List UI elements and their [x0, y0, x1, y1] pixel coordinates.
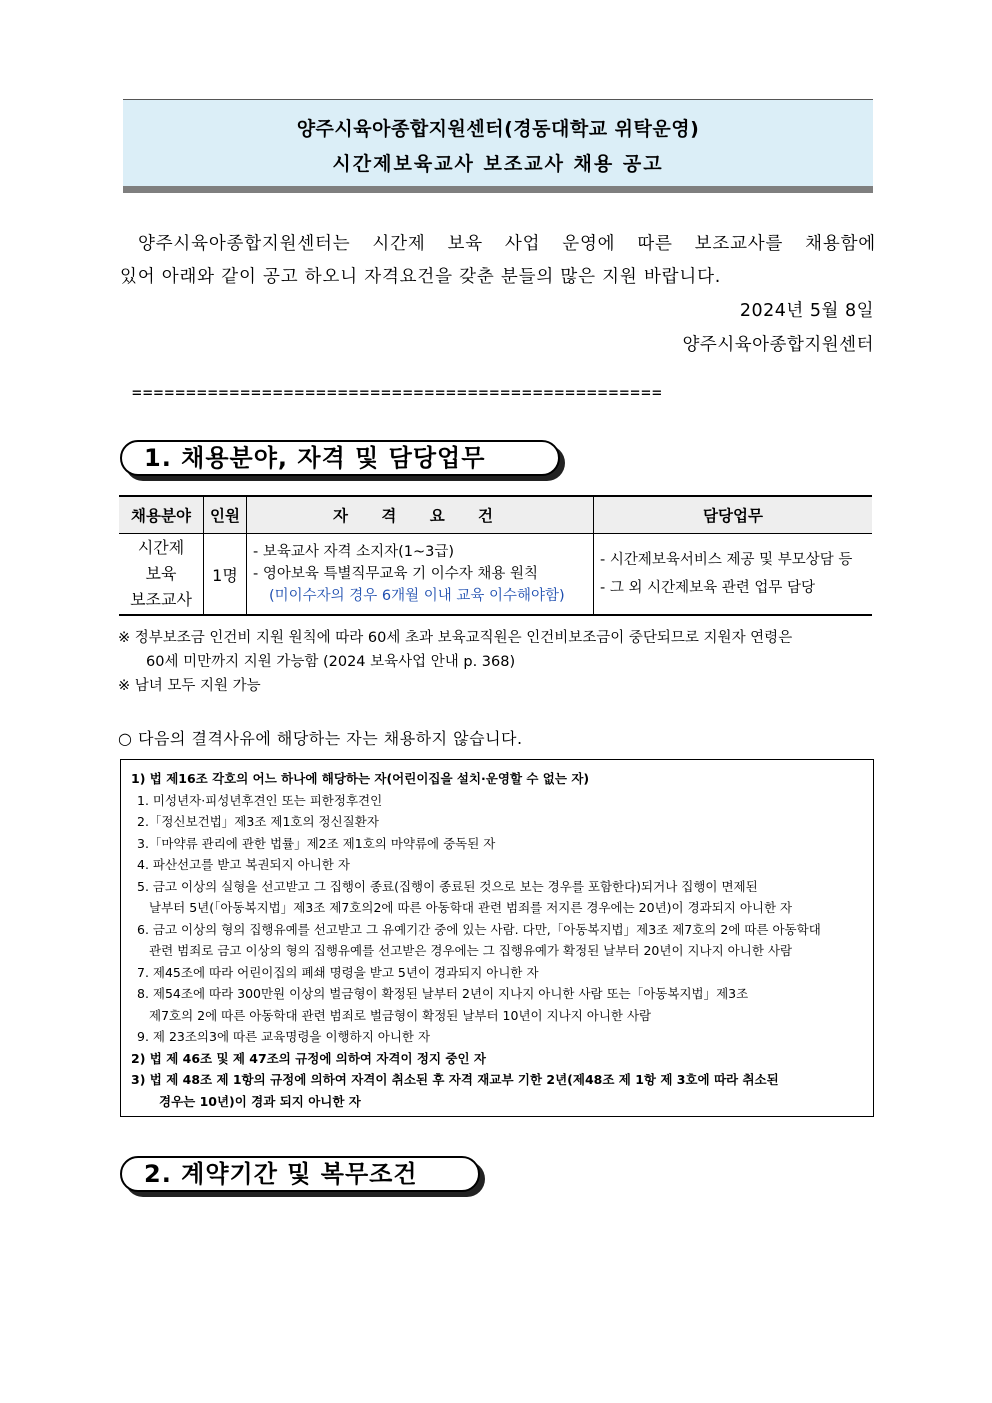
qualification-3: (미이수자의 경우 6개월 이내 교육 이수해야함)	[269, 588, 565, 604]
list-item: 4. 파산선고를 받고 복권되지 아니한 자	[137, 857, 350, 872]
announcement-date: 2024년 5월 8일	[739, 301, 874, 321]
cell-qualification	[247, 534, 594, 616]
note-1-line-2: 60세 미만까지 지원 가능함 (2024 보육사업 안내 p. 368)	[146, 654, 516, 670]
header-count: 인원	[204, 496, 247, 534]
field-line-2: 보육	[145, 564, 177, 583]
notes	[118, 626, 876, 698]
qualification-1: - 보육교사 자격 소지자(1~3급)	[253, 544, 455, 560]
list-item-continued: 날부터 5년(「아동복지법」제3조 제7호의2에 따른 아동학대 관련 범죄를 저지른 경우에는 20년)이 경과되지 아니한 자	[149, 900, 793, 915]
list-item: 7. 제45조에 따라 어린이집의 폐쇄 명령을 받고 5년이 경과되지 아니한 자	[137, 964, 539, 980]
list-item: 1. 미성년자·피성년후견인 또는 피한정후견인	[137, 792, 383, 808]
cell-count: 1명	[204, 534, 247, 616]
qualification-2: - 영아보육 특별직무교육 기 이수자 채용 원칙	[253, 566, 539, 582]
disq-heading-3-continued: 경우는 10년)이 경과 되지 아니한 자	[159, 1093, 361, 1109]
organization-name: 양주시육아종합지원센터	[682, 335, 874, 355]
title-line-2: 시간제보육교사 보조교사 채용 공고	[332, 153, 664, 175]
table-header-row	[119, 496, 872, 534]
disqualification-intro: ○ 다음의 결격사유에 해당하는 자는 채용하지 않습니다.	[118, 729, 523, 748]
note-1-line-1: ※ 정부보조금 인건비 지원 원칙에 따라 60세 초과 보육교직원은 인건비보조금이 중단되므로 지원자 연령은	[118, 630, 793, 646]
disqualification-box	[120, 759, 874, 1117]
list-item: 2.「정신보건법」제3조 제1호의 정신질환자	[137, 814, 379, 829]
cell-field	[119, 534, 204, 616]
header-qualification: 자 격 요 건	[247, 496, 594, 534]
list-item-continued: 관련 범죄로 금고 이상의 형의 집행유예를 선고받은 경우에는 그 집행유예가 확정된 날부터 20년이 지나지 아니한 사람	[149, 943, 793, 958]
intro-paragraph	[120, 228, 876, 294]
disq-heading-3: 3) 법 제 48조 제 1항의 규정에 의하여 자격이 취소된 후 자격 재교부 기한 2년(제48조 제 1항 제 3호에 따라 취소된	[131, 1072, 779, 1087]
duty-1: - 시간제보육서비스 제공 및 부모상담 등	[600, 552, 853, 568]
list-item: 3.「마약류 관리에 관한 법률」제2조 제1호의 마약류에 중독된 자	[137, 835, 496, 851]
header-duty: 담당업무	[594, 496, 873, 534]
section-1-heading: 1. 채용분야, 자격 및 담당업무	[120, 440, 560, 476]
duty-2: - 그 외 시간제보육 관련 업무 담당	[600, 580, 815, 596]
list-item-continued: 제7호의 2에 따른 아동학대 관련 범죄로 벌금형이 확정된 날부터 10년이 지나지 아니한 사람	[149, 1007, 652, 1023]
disq-heading-2: 2) 법 제 46조 및 제 47조의 규정에 의하여 자격이 정지 중인 자	[131, 1050, 486, 1066]
field-line-1: 시간제	[137, 538, 185, 557]
title-box	[123, 99, 873, 193]
intro-line-1: 양주시육아종합지원센터는 시간제 보육 사업 운영에 따른 보조교사를 채용함에	[138, 234, 876, 254]
recruitment-table	[119, 495, 872, 616]
field-line-3: 보조교사	[130, 590, 192, 609]
cell-duty	[594, 534, 873, 616]
section-2-heading: 2. 계약기간 및 복무조건	[120, 1156, 480, 1192]
list-item: 6. 금고 이상의 형의 집행유예를 선고받고 그 유예기간 중에 있는 사람. 다만,「아동복지법」제3조 제7호의 2에 따른 아동학대	[137, 921, 821, 937]
disq-heading-1: 1) 법 제16조 각호의 어느 하나에 해당하는 자(어린이집을 설치·운영할 수 없는 자)	[131, 771, 590, 786]
intro-line-2: 있어 아래와 같이 공고 하오니 자격요건을 갖춘 분들의 많은 지원 바랍니다.	[120, 267, 722, 287]
list-item: 8. 제54조에 따라 300만원 이상의 벌금형이 확정된 날부터 2년이 지나지 아니한 사람 또는「아동복지법」제3조	[137, 986, 749, 1001]
note-2: ※ 남녀 모두 지원 가능	[118, 678, 261, 694]
divider-line: =================================================	[132, 383, 663, 402]
list-item: 9. 제 23조의3에 따른 교육명령을 이행하지 아니한 자	[137, 1029, 431, 1044]
list-item: 5. 금고 이상의 실형을 선고받고 그 집행이 종료(집행이 종료된 것으로 보는 경우를 포함한다)되거나 집행이 면제된	[137, 878, 758, 894]
table-row	[119, 534, 872, 616]
header-field: 채용분야	[119, 496, 204, 534]
title-line-1: 양주시육아종합지원센터(경동대학교 위탁운영)	[296, 118, 700, 140]
